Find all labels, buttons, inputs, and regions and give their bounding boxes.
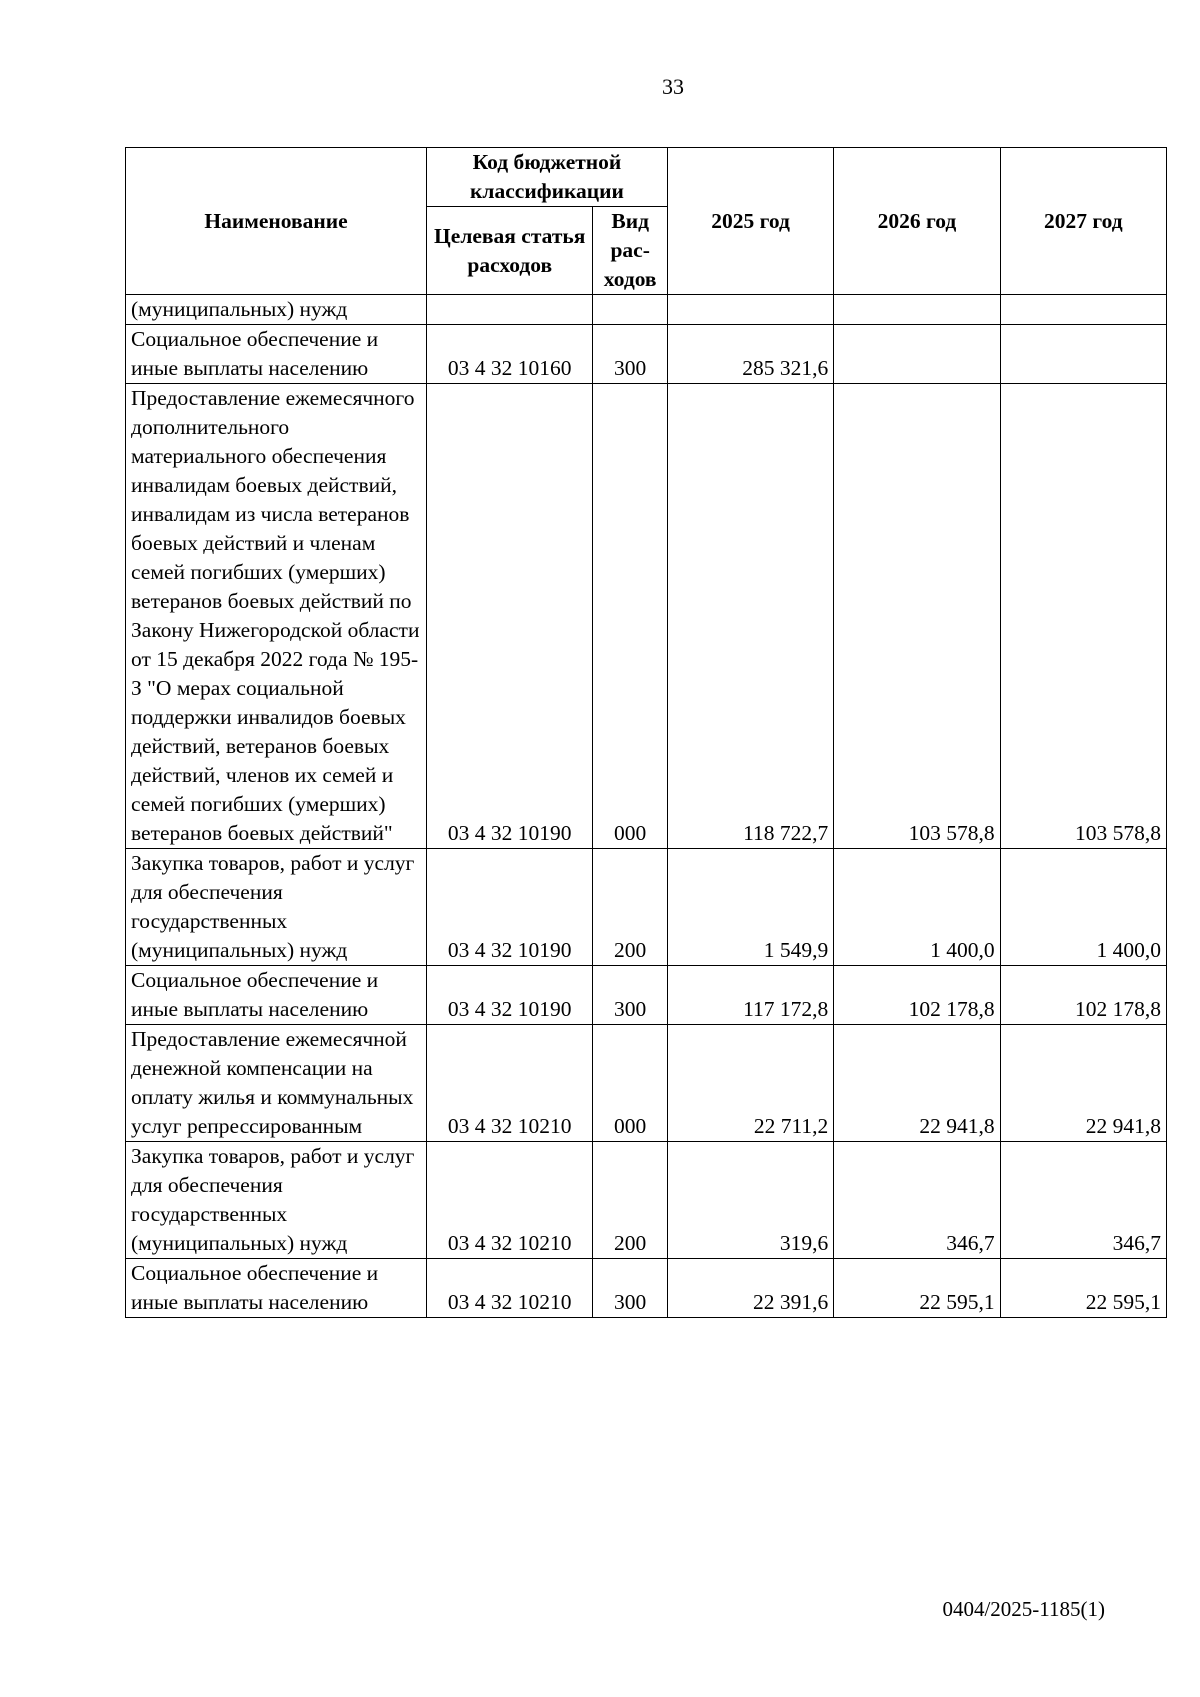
- row-2026-cell: 22 941,8: [834, 1025, 1000, 1142]
- page-number: 33: [662, 74, 684, 99]
- header-expense-kind: Вид рас-ходов: [593, 207, 668, 295]
- row-target-article-cell: 03 4 32 10210: [427, 1142, 593, 1259]
- header-name: Наименование: [126, 148, 427, 295]
- row-2027-cell: [1000, 295, 1166, 325]
- row-2027-cell: 22 941,8: [1000, 1025, 1166, 1142]
- table-row: [126, 1025, 1167, 1142]
- header-row-top: [126, 148, 1167, 207]
- row-target-article-cell: 03 4 32 10210: [427, 1259, 593, 1318]
- table-row: [126, 849, 1167, 966]
- row-name-cell: Закупка товаров, работ и услуг для обеспечения государственных (муниципальных) нужд: [126, 1142, 427, 1259]
- row-2025-cell: 117 172,8: [667, 966, 833, 1025]
- row-name-cell: Предоставление ежемесячной денежной компенсации на оплату жилья и коммунальных услуг репрессированным: [126, 1025, 427, 1142]
- row-name-cell: Социальное обеспечение и иные выплаты населению: [126, 1259, 427, 1318]
- row-name-cell: Предоставление ежемесячного дополнительного материального обеспечения инвалидам боевых действий, инвалидам из числа ветеранов боевых действий и членам семей погибших (умерших) ветеранов боевых действий по Закону Нижегородской области от 15 декабря 2022 года № 195-З "О мерах социальной поддержки инвалидов боевых действий, ветеранов боевых действий, членов их семей и семей погибших (умерших) ветеранов боевых действий": [126, 384, 427, 849]
- table-row: [126, 325, 1167, 384]
- header-target-article: Целевая статья расходов: [427, 207, 593, 295]
- row-2025-cell: 22 391,6: [667, 1259, 833, 1318]
- table-row: [126, 1142, 1167, 1259]
- row-name-cell: (муниципальных) нужд: [126, 295, 427, 325]
- table-row: [126, 966, 1167, 1025]
- row-2025-cell: 118 722,7: [667, 384, 833, 849]
- row-2026-cell: 22 595,1: [834, 1259, 1000, 1318]
- row-target-article-cell: 03 4 32 10160: [427, 325, 593, 384]
- row-target-article-cell: 03 4 32 10190: [427, 966, 593, 1025]
- table-row: [126, 1259, 1167, 1318]
- row-name-cell: Социальное обеспечение и иные выплаты населению: [126, 325, 427, 384]
- row-expense-kind-cell: 300: [593, 1259, 668, 1318]
- row-expense-kind-cell: 200: [593, 849, 668, 966]
- row-expense-kind-cell: 300: [593, 325, 668, 384]
- row-name-cell: Социальное обеспечение и иные выплаты населению: [126, 966, 427, 1025]
- row-target-article-cell: 03 4 32 10190: [427, 384, 593, 849]
- header-2026: 2026 год: [834, 148, 1000, 295]
- row-expense-kind-cell: 300: [593, 966, 668, 1025]
- row-2027-cell: [1000, 325, 1166, 384]
- table-row: [126, 384, 1167, 849]
- row-2026-cell: 346,7: [834, 1142, 1000, 1259]
- row-expense-kind-cell: 000: [593, 384, 668, 849]
- row-target-article-cell: 03 4 32 10190: [427, 849, 593, 966]
- row-2026-cell: 103 578,8: [834, 384, 1000, 849]
- row-2026-cell: [834, 295, 1000, 325]
- row-target-article-cell: [427, 295, 593, 325]
- row-2027-cell: 1 400,0: [1000, 849, 1166, 966]
- header-2027: 2027 год: [1000, 148, 1166, 295]
- row-2025-cell: [667, 295, 833, 325]
- row-2026-cell: 1 400,0: [834, 849, 1000, 966]
- header-budget-code: Код бюджетной классификации: [427, 148, 668, 207]
- row-expense-kind-cell: 200: [593, 1142, 668, 1259]
- budget-table: [125, 147, 1167, 1318]
- row-name-cell: Закупка товаров, работ и услуг для обеспечения государственных (муниципальных) нужд: [126, 849, 427, 966]
- row-2025-cell: 1 549,9: [667, 849, 833, 966]
- row-2026-cell: [834, 325, 1000, 384]
- row-2027-cell: 346,7: [1000, 1142, 1166, 1259]
- document-id: 0404/2025-1185(1): [942, 1597, 1105, 1621]
- row-2025-cell: 22 711,2: [667, 1025, 833, 1142]
- row-2027-cell: 103 578,8: [1000, 384, 1166, 849]
- row-target-article-cell: 03 4 32 10210: [427, 1025, 593, 1142]
- row-expense-kind-cell: 000: [593, 1025, 668, 1142]
- row-expense-kind-cell: [593, 295, 668, 325]
- table-row: [126, 295, 1167, 325]
- row-2025-cell: 319,6: [667, 1142, 833, 1259]
- header-2025: 2025 год: [667, 148, 833, 295]
- row-2027-cell: 22 595,1: [1000, 1259, 1166, 1318]
- row-2026-cell: 102 178,8: [834, 966, 1000, 1025]
- row-2027-cell: 102 178,8: [1000, 966, 1166, 1025]
- row-2025-cell: 285 321,6: [667, 325, 833, 384]
